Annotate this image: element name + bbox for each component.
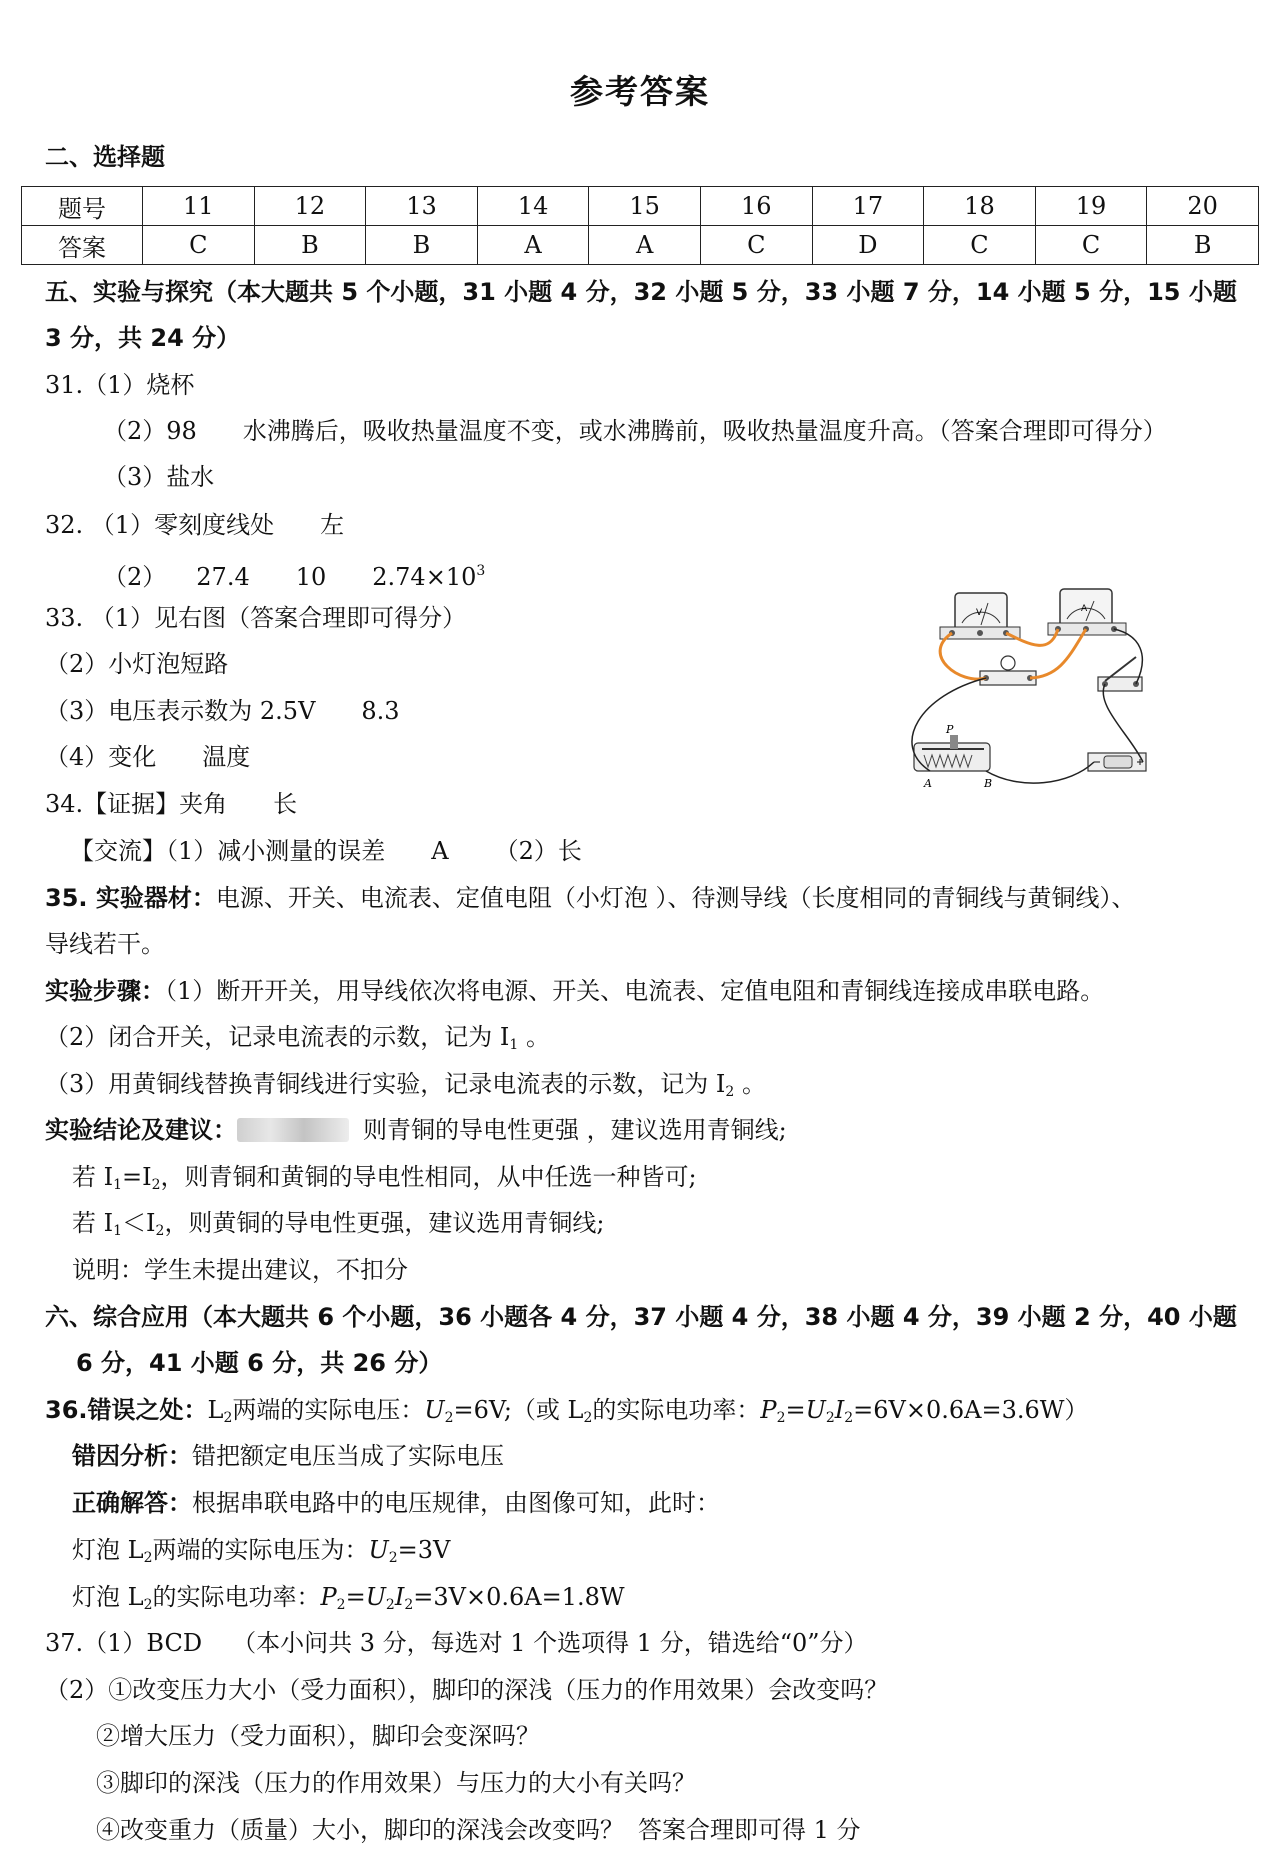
- q32-density: 2.74×10: [372, 563, 477, 591]
- q35-materials-label: 35. 实验器材：: [45, 884, 216, 912]
- q32-part1-answer: 32. （1）零刻度线处: [45, 511, 275, 539]
- table-header-cell: 答案: [22, 226, 143, 265]
- table-cell: 15: [589, 187, 701, 226]
- q33-resistance: 8.3: [361, 697, 400, 725]
- q34-evidence-length: 长: [273, 790, 298, 818]
- q36-error-label: 36.错误之处：: [45, 1396, 208, 1424]
- section6-heading-line2: 6 分，41 小题 6 分，共 26 分）: [76, 1349, 443, 1377]
- q35-step3-text: （3）用黄铜线替换青铜线进行实验，记录电流表的示数，记为 I: [45, 1070, 726, 1098]
- subscript: 2: [825, 1410, 835, 1426]
- wire: [986, 762, 1094, 783]
- text: 的实际电功率：: [592, 1396, 761, 1424]
- table-cell: 20: [1147, 187, 1259, 226]
- q33-part2: （2）小灯泡短路: [45, 650, 229, 678]
- q31-part2-answer: （2）98: [103, 417, 197, 445]
- q37-part1: [45, 1628, 868, 1658]
- q35-case-less: [72, 1208, 605, 1246]
- symbol: U: [368, 1536, 389, 1564]
- rheostat-slider-label: P: [946, 723, 954, 736]
- text: 若 I: [72, 1209, 114, 1237]
- q33-part4-reason: 温度: [202, 743, 251, 771]
- table-cell: A: [589, 226, 701, 265]
- q36-power: [72, 1582, 625, 1620]
- q36-error: [45, 1395, 1088, 1433]
- q35-note: 说明：学生未提出建议，不扣分: [72, 1256, 408, 1284]
- subscript: 2: [404, 1597, 414, 1613]
- voltmeter-icon: [940, 593, 1020, 639]
- text: 灯泡 L: [72, 1536, 144, 1564]
- q36-cause-text: 错把额定电压当成了实际电压: [192, 1442, 504, 1470]
- q37-part2-q2: ②增大压力（受力面积），脚印会变深吗？: [96, 1722, 540, 1750]
- q37-part2-q3: ③脚印的深浅（压力的作用效果）与压力的大小有关吗？: [96, 1769, 696, 1797]
- table-cell: 19: [1035, 187, 1147, 226]
- section-choice-heading: 二、选择题: [45, 143, 165, 171]
- subscript: 1: [113, 1223, 123, 1239]
- q35-case-equal: [72, 1162, 697, 1200]
- subscript: 2: [223, 1410, 233, 1426]
- text: 灯泡 L: [72, 1583, 144, 1611]
- q31-part1: 31.（1）烧杯: [45, 371, 195, 399]
- wire: [1114, 629, 1142, 684]
- text: =6V;（或 L: [453, 1396, 584, 1424]
- q36-cause: [72, 1441, 504, 1471]
- subscript: 2: [844, 1410, 854, 1426]
- voltmeter-label: V: [976, 608, 983, 618]
- q33-part3-answer: （3）电压表示数为 2.5V: [45, 697, 316, 725]
- blurred-region: [237, 1118, 349, 1142]
- subscript: 2: [725, 1084, 735, 1100]
- subscript: 2: [385, 1597, 395, 1613]
- subscript: 2: [336, 1597, 346, 1613]
- text: =6V×0.6A=3.6W）: [853, 1396, 1089, 1424]
- table-cell: D: [812, 226, 924, 265]
- bulb-icon: [980, 656, 1036, 685]
- q33-part4: [45, 742, 250, 772]
- subscript: 2: [583, 1410, 593, 1426]
- table-cell: B: [366, 226, 478, 265]
- table-cell: B: [254, 226, 366, 265]
- rheostat-terminal-a-label: A: [924, 777, 932, 790]
- q35-step2-end: 。: [518, 1023, 550, 1051]
- symbol: =U: [345, 1583, 386, 1611]
- q35-step3-end: 。: [734, 1070, 766, 1098]
- table-cell: 11: [143, 187, 255, 226]
- subscript: 2: [143, 1550, 153, 1566]
- text: 若 I: [72, 1163, 114, 1191]
- q35-steps-3: [45, 1069, 766, 1107]
- symbol: P: [760, 1396, 777, 1424]
- q33-part4-answer: （4）变化: [45, 743, 157, 771]
- text: ＜I: [122, 1209, 156, 1237]
- answer-table: [21, 186, 1259, 265]
- q35-steps-1: [45, 976, 1104, 1006]
- q37-part2-q4: [96, 1815, 861, 1845]
- symbol: =U: [785, 1396, 826, 1424]
- table-row: [22, 226, 1259, 265]
- table-cell: 12: [254, 187, 366, 226]
- subscript: 1: [509, 1037, 519, 1053]
- table-cell: 17: [812, 187, 924, 226]
- text: =3V: [397, 1536, 451, 1564]
- q35-steps-2: [45, 1022, 550, 1060]
- q36-solution-label: 正确解答：: [72, 1489, 192, 1517]
- table-cell: 18: [924, 187, 1036, 226]
- q34-communication: [70, 836, 582, 866]
- q34-communication-part2: （2）长: [494, 837, 582, 865]
- q32-part1: [45, 510, 344, 540]
- q35-conclusion: [45, 1115, 787, 1145]
- rheostat-terminal-b-label: B: [984, 777, 993, 790]
- section5-heading-line1: 五、实验与探究（本大题共 5 个小题，31 小题 4 分，32 小题 5 分，33 小题 7 分，14 小题 5 分，15 小题: [45, 278, 1237, 306]
- q36-cause-label: 错因分析：: [72, 1442, 192, 1470]
- text: ，则黄铜的导电性更强，建议选用青铜线;: [164, 1209, 605, 1237]
- q35-materials-cont: 导线若干。: [45, 930, 165, 958]
- subscript: 2: [776, 1410, 786, 1426]
- table-header-cell: 题号: [22, 187, 143, 226]
- q35-materials-text: 电源、开关、电流表、定值电阻（小灯泡 ）、待测导线（长度相同的青铜线与黄铜线）、: [215, 884, 1136, 912]
- text: L: [207, 1396, 224, 1424]
- table-cell: B: [1147, 226, 1259, 265]
- q32-part2: [103, 556, 485, 592]
- q37-part1-answer: 37.（1）BCD: [45, 1629, 203, 1657]
- q34-communication-choice: A: [431, 837, 449, 865]
- battery-icon: [1088, 753, 1146, 771]
- q34-evidence: [45, 789, 297, 819]
- table-cell: 16: [700, 187, 812, 226]
- q32-mass: 27.4: [196, 563, 250, 591]
- q34-communication-part1: 【交流】（1）减小测量的误差: [70, 837, 386, 865]
- text: 两端的实际电压为：: [152, 1536, 369, 1564]
- wire: [1103, 684, 1143, 762]
- subscript: 2: [444, 1410, 454, 1426]
- ammeter-icon: [1048, 589, 1126, 635]
- table-cell: A: [477, 226, 589, 265]
- subscript: 1: [113, 1177, 123, 1193]
- table-row: [22, 187, 1259, 226]
- text: 两端的实际电压：: [232, 1396, 425, 1424]
- q35-step2-text: （2）闭合开关，记录电流表的示数，记为 I: [45, 1023, 510, 1051]
- page-title: 参考答案: [570, 72, 710, 111]
- circuit-diagram: [900, 585, 1155, 800]
- symbol: P: [320, 1583, 337, 1611]
- q33-part3: [45, 696, 400, 726]
- table-cell: C: [924, 226, 1036, 265]
- section6-heading-line1: 六、综合应用（本大题共 6 个小题，36 小题各 4 分，37 小题 4 分，38 小题 4 分，39 小题 2 分，40 小题: [45, 1303, 1237, 1331]
- q31-part2-explanation: 水沸腾后，吸收热量温度不变，或水沸腾前，吸收热量温度升高。（答案合理即可得分）: [242, 417, 1167, 445]
- subscript: 2: [143, 1597, 153, 1613]
- q36-solution: [72, 1488, 720, 1518]
- table-cell: C: [1035, 226, 1147, 265]
- q32-volume: 10: [295, 563, 327, 591]
- q33-part1: 33. （1）见右图（答案合理即可得分）: [45, 604, 467, 632]
- voltmeter-lead-left: [940, 633, 986, 679]
- section5-heading-line2: 3 分，共 24 分）: [45, 324, 241, 352]
- q35-steps-label: 实验步骤：: [45, 977, 165, 1005]
- q36-voltage: [72, 1535, 450, 1573]
- q35-conclusion-text: 则青铜的导电性更强 ，建议选用青铜线;: [363, 1116, 787, 1144]
- text: 的实际电功率：: [152, 1583, 321, 1611]
- bulb-to-ammeter-lead: [1030, 629, 1086, 678]
- q37-part1-note: （本小问共 3 分，每选对 1 个选项得 1 分，错选给“0”分）: [232, 1629, 868, 1657]
- rheostat-icon: [914, 723, 992, 790]
- q37-part2-q1: （2）①改变压力大小（受力面积），脚印的深浅（压力的作用效果）会改变吗？: [45, 1676, 889, 1704]
- subscript: 2: [151, 1177, 161, 1193]
- table-cell: 14: [477, 187, 589, 226]
- symbol: I: [834, 1396, 845, 1424]
- q37-part2-q4-text: ④改变重力（质量）大小，脚印的深浅会改变吗？: [96, 1816, 624, 1844]
- symbol: U: [424, 1396, 445, 1424]
- table-cell: 13: [366, 187, 478, 226]
- q32-part2-label: （2）: [103, 563, 167, 591]
- ammeter-label: A: [1081, 604, 1088, 614]
- q31-part3: （3）盐水: [103, 463, 215, 491]
- symbol: I: [394, 1583, 405, 1611]
- q34-evidence-answer: 34.【证据】夹角: [45, 790, 228, 818]
- subscript: 2: [388, 1550, 398, 1566]
- text: ，则青铜和黄铜的导电性相同，从中任选一种皆可;: [160, 1163, 697, 1191]
- subscript: 2: [155, 1223, 165, 1239]
- q32-density-exponent: 3: [476, 563, 486, 579]
- q35-conclusion-label: 实验结论及建议：: [45, 1116, 237, 1144]
- text: =I: [122, 1163, 152, 1191]
- q37-part2-q4-note: 答案合理即可得 1 分: [638, 1816, 861, 1844]
- q36-solution-text: 根据串联电路中的电压规律，由图像可知，此时：: [192, 1489, 720, 1517]
- q31-part2: [103, 416, 1167, 446]
- table-cell: C: [143, 226, 255, 265]
- q32-part1-direction: 左: [320, 511, 345, 539]
- q35-materials: [45, 883, 1136, 913]
- q35-step1-text: （1）断开开关，用导线依次将电源、开关、电流表、定值电阻和青铜线连接成串联电路。: [165, 977, 1105, 1005]
- table-cell: C: [700, 226, 812, 265]
- text: =3V×0.6A=1.8W: [413, 1583, 625, 1611]
